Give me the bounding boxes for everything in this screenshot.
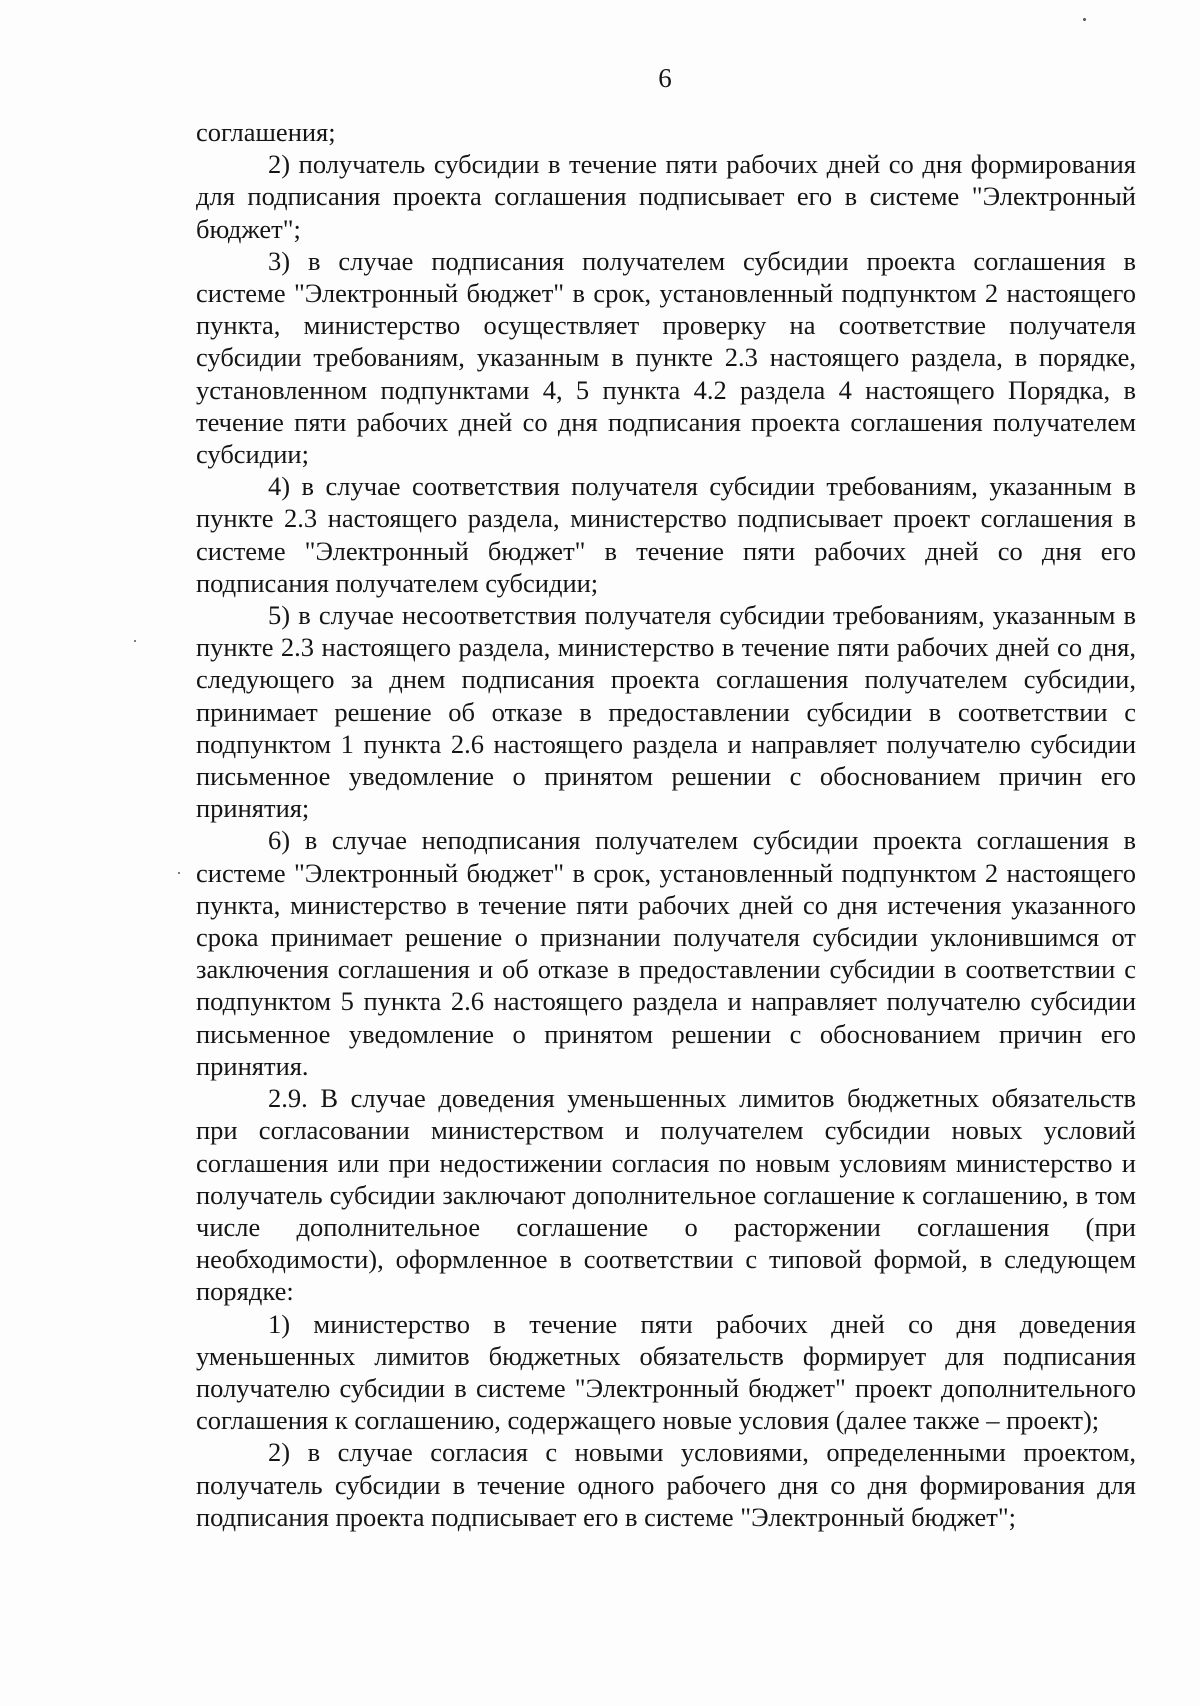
paragraph-item-5: 5) в случае несоответствия получателя субсидии требованиям, указанным в пункте 2.3 настоящего раздела, министерство в течение пяти рабочих дней со дня, следующего за днем подписания проекта соглашения получателем субсидии, принимает решение об отказе в предоставлении субсидии в соответствии с подпунктом 1 пункта 2.6 настоящего раздела и направляет получателю субсидии письменное уведомление о принятом решении с обоснованием причин его принятия; [196,600,1136,824]
paragraph-item-4: 4) в случае соответствия получателя субсидии требованиям, указанным в пункте 2.3 настоящего раздела, министерство подписывает проект соглашения в системе "Электронный бюджет" в течение пяти рабочих дней со дня его подписания получателем субсидии; [196,471,1136,598]
scan-speck [134,640,136,642]
paragraph-subitem-2: 2) в случае согласия с новыми условиями, определенными проектом, получатель субсидии в течение одного рабочего дня со дня формирования для подписания проекта подписывает его в системе "Электронный бюджет"; [196,1437,1136,1532]
paragraph-item-3: 3) в случае подписания получателем субсидии проекта соглашения в системе "Электронный бюджет" в срок, установленный подпунктом 2 настоящего пункта, министерство осуществляет проверку на соответствие получателя субсидии требованиям, указанным в пункте 2.3 настоящего раздела, в порядке, установленном подпунктами 4, 5 пункта 4.2 раздела 4 настоящего Порядка, в течение пяти рабочих дней со дня подписания проекта соглашения получателем субсидии; [196,245,1136,470]
scan-speck [1083,18,1086,21]
scan-speck [178,872,180,874]
paragraph-subitem-1: 1) министерство в течение пяти рабочих дней со дня доведения уменьшенных лимитов бюджетных обязательств формирует для подписания получателю субсидии в системе "Электронный бюджет" проект дополнительного соглашения к соглашению, содержащего новые условия (далее также – проект); [196,1308,1136,1436]
paragraph-item-6: 6) в случае неподписания получателем субсидии проекта соглашения в системе "Электронный бюджет" в срок, установленный подпунктом 2 настоящего пункта, министерство в течение пяти рабочих дней со дня истечения указанного срока принимает решение о признании получателя субсидии уклонившимся от заключения соглашения и об отказе в предоставлении субсидии в соответствии с подпунктом 5 пункта 2.6 настоящего раздела и направляет получателю субсидии письменное уведомление о принятом решении с обоснованием причин его принятия. [196,825,1136,1081]
document-body [196,116,1136,1533]
page-number: 6 [658,63,672,93]
paragraph-item-2: 2) получатель субсидии в течение пяти рабочих дней со дня формирования для подписания проекта соглашения подписывает его в системе "Электронный бюджет"; [196,149,1136,244]
paragraph-continuation: соглашения; [196,117,336,147]
paragraph-section-2-9: 2.9. В случае доведения уменьшенных лимитов бюджетных обязательств при согласовании министерством и получателем субсидии новых условий соглашения или при недостижении согласия по новым условиям министерство и получатель субсидии заключают дополнительное соглашение к соглашению, в том числе дополнительное соглашение о расторжении соглашения (при необходимости), оформленное в соответствии с типовой формой, в следующем порядке: [196,1083,1136,1307]
